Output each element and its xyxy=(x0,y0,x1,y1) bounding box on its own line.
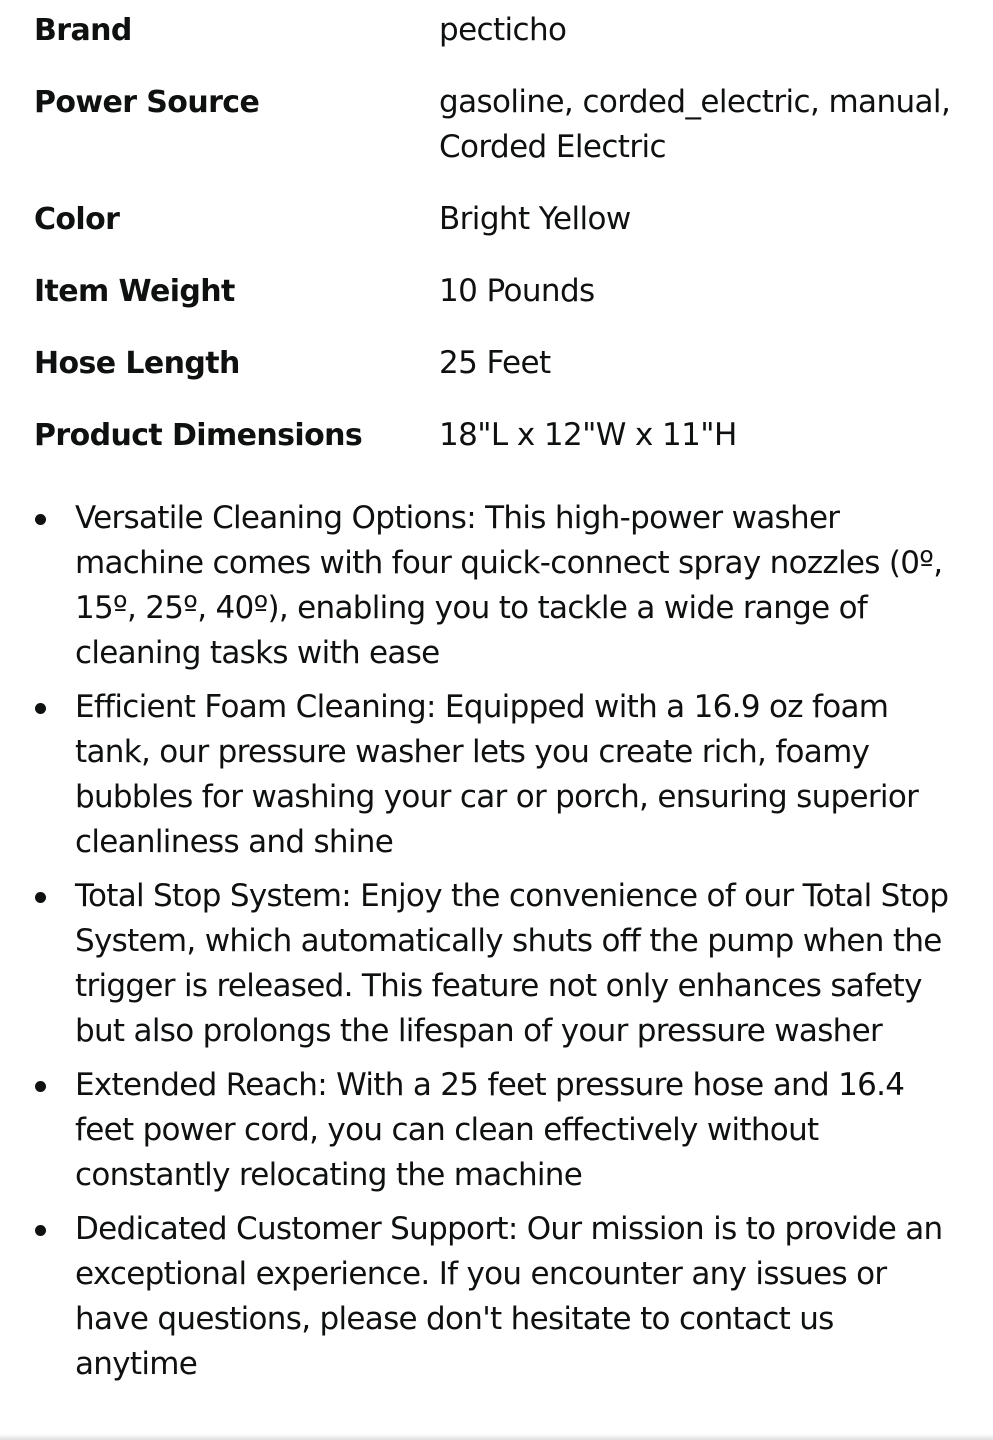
spec-label: Product Dimensions xyxy=(34,418,363,453)
spec-value: 18"L x 12"W x 11"H xyxy=(439,417,737,453)
feature-bullet-text: Extended Reach: With a 25 feet pressure hose and 16.4 feet power cord, you can clean effectively without constantly relocating the machine xyxy=(75,1067,905,1193)
spec-label: Power Source xyxy=(34,85,260,120)
spec-label: Brand xyxy=(34,13,132,48)
bullet-dot-icon xyxy=(35,892,46,903)
spec-row-power-source xyxy=(34,80,964,170)
product-specs-table xyxy=(34,8,964,458)
feature-bullet-text: Versatile Cleaning Options: This high-power washer machine comes with four quick-connect spray nozzles (0º, 15º, 25º, 40º), enabling you to tackle a wide range of cleaning tasks with ease xyxy=(75,500,943,671)
spec-label: Hose Length xyxy=(34,346,240,381)
spec-row-product-dimensions xyxy=(34,413,964,458)
feature-bullet-text: Total Stop System: Enjoy the convenience of our Total Stop System, which automatically shuts off the pump when the trigger is released. This feature not only enhances safety but also prolongs the lifespan of your pressure washer xyxy=(75,878,949,1049)
bottom-edge-shadow xyxy=(0,1434,993,1440)
spec-value: 10 Pounds xyxy=(439,273,595,309)
feature-bullet xyxy=(0,1207,993,1387)
spec-label: Color xyxy=(34,202,120,237)
feature-bullet-text: Dedicated Customer Support: Our mission is to provide an exceptional experience. If you encounter any issues or have questions, please don't hesitate to contact us anytime xyxy=(75,1211,943,1382)
spec-row-hose-length xyxy=(34,341,964,386)
spec-value: pecticho xyxy=(439,12,567,48)
spec-value: gasoline, corded_electric, manual, Corded Electric xyxy=(439,84,951,165)
feature-bullet xyxy=(0,1063,993,1198)
spec-row-color xyxy=(34,197,964,242)
spec-label: Item Weight xyxy=(34,274,235,309)
bullet-dot-icon xyxy=(35,703,46,714)
bullet-dot-icon xyxy=(35,1081,46,1092)
bullet-dot-icon xyxy=(35,1225,46,1236)
spec-value: 25 Feet xyxy=(439,345,551,381)
spec-row-item-weight xyxy=(34,269,964,314)
feature-bullet xyxy=(0,874,993,1054)
feature-bullet xyxy=(0,685,993,865)
feature-bullet-list xyxy=(0,496,993,1387)
spec-row-brand xyxy=(34,8,964,53)
bullet-dot-icon xyxy=(35,514,46,525)
spec-value: Bright Yellow xyxy=(439,201,631,237)
feature-bullet xyxy=(0,496,993,676)
feature-bullet-text: Efficient Foam Cleaning: Equipped with a 16.9 oz foam tank, our pressure washer lets you create rich, foamy bubbles for washing your car or porch, ensuring superior cleanliness and shine xyxy=(75,689,919,860)
